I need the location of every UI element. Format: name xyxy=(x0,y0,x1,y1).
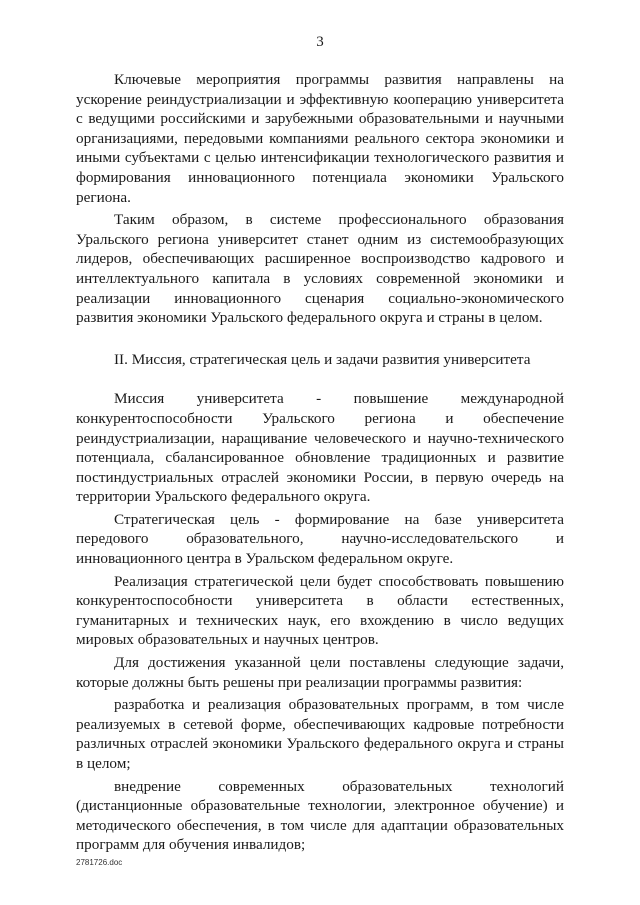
list-item-task-technologies: внедрение современных образовательных технологий (дистанционные образовательные технологии, электронное обучение) и методического обеспечения, в том числе для адаптации образовательных программ для обучения инвалидов; xyxy=(76,777,564,854)
paragraph-goal-implementation: Реализация стратегической цели будет способствовать повышению конкурентоспособности университета в области естественных, гуманитарных и технических наук, его вхождению в число ведущих мировых образовательных и научных центров. xyxy=(76,572,564,649)
paragraph-mission: Миссия университета - повышение международной конкурентоспособности Уральского региона и обеспечение реиндустриализации, наращивание человеческого и научно-технического потенциала, сбалансированное обновление традиционных и развитие постиндустриальных отраслей экономики России, в первую очередь на территории Уральского федерального округа. xyxy=(76,390,564,506)
list-item-task-programs: разработка и реализация образовательных программ, в том числе реализуемых в сетевой форме, обеспечивающих кадровые потребности различных отраслей экономики Уральского федерального округа и страны в целом; xyxy=(76,696,564,772)
page-number: 3 xyxy=(316,34,324,50)
paragraph-tasks-intro: Для достижения указанной цели поставлены следующие задачи, которые должны быть решены при реализации программы развития: xyxy=(76,654,564,691)
paragraph-conclusion: Таким образом, в системе профессионального образования Уральского региона университет станет одним из системообразующих лидеров, обеспечивающих расширенное воспроизводство кадрового и интеллектуального капитала в условиях современной экономики и реализации инновационного сценария социально-экономического развития экономики Уральского федерального округа и страны в целом. xyxy=(76,211,564,327)
document-body xyxy=(76,70,564,855)
footer-file-code: 2781726.doc xyxy=(76,858,123,867)
paragraph-strategic-goal: Стратегическая цель - формирование на базе университета передового образовательного, научно-исследовательского и инновационного центра в Уральском федеральном округе. xyxy=(76,510,564,568)
section-heading: II. Миссия, стратегическая цель и задачи развития университета xyxy=(114,350,531,368)
paragraph-key-activities: Ключевые мероприятия программы развития направлены на ускорение реиндустриализации и эффективную кооперацию университета с ведущими российскими и зарубежными образовательными и научными организациями, передовыми компаниями реального сектора экономики и иными субъектами с целью интенсификации технологического развития и формирования инновационного потенциала экономики Уральского региона. xyxy=(76,71,564,206)
